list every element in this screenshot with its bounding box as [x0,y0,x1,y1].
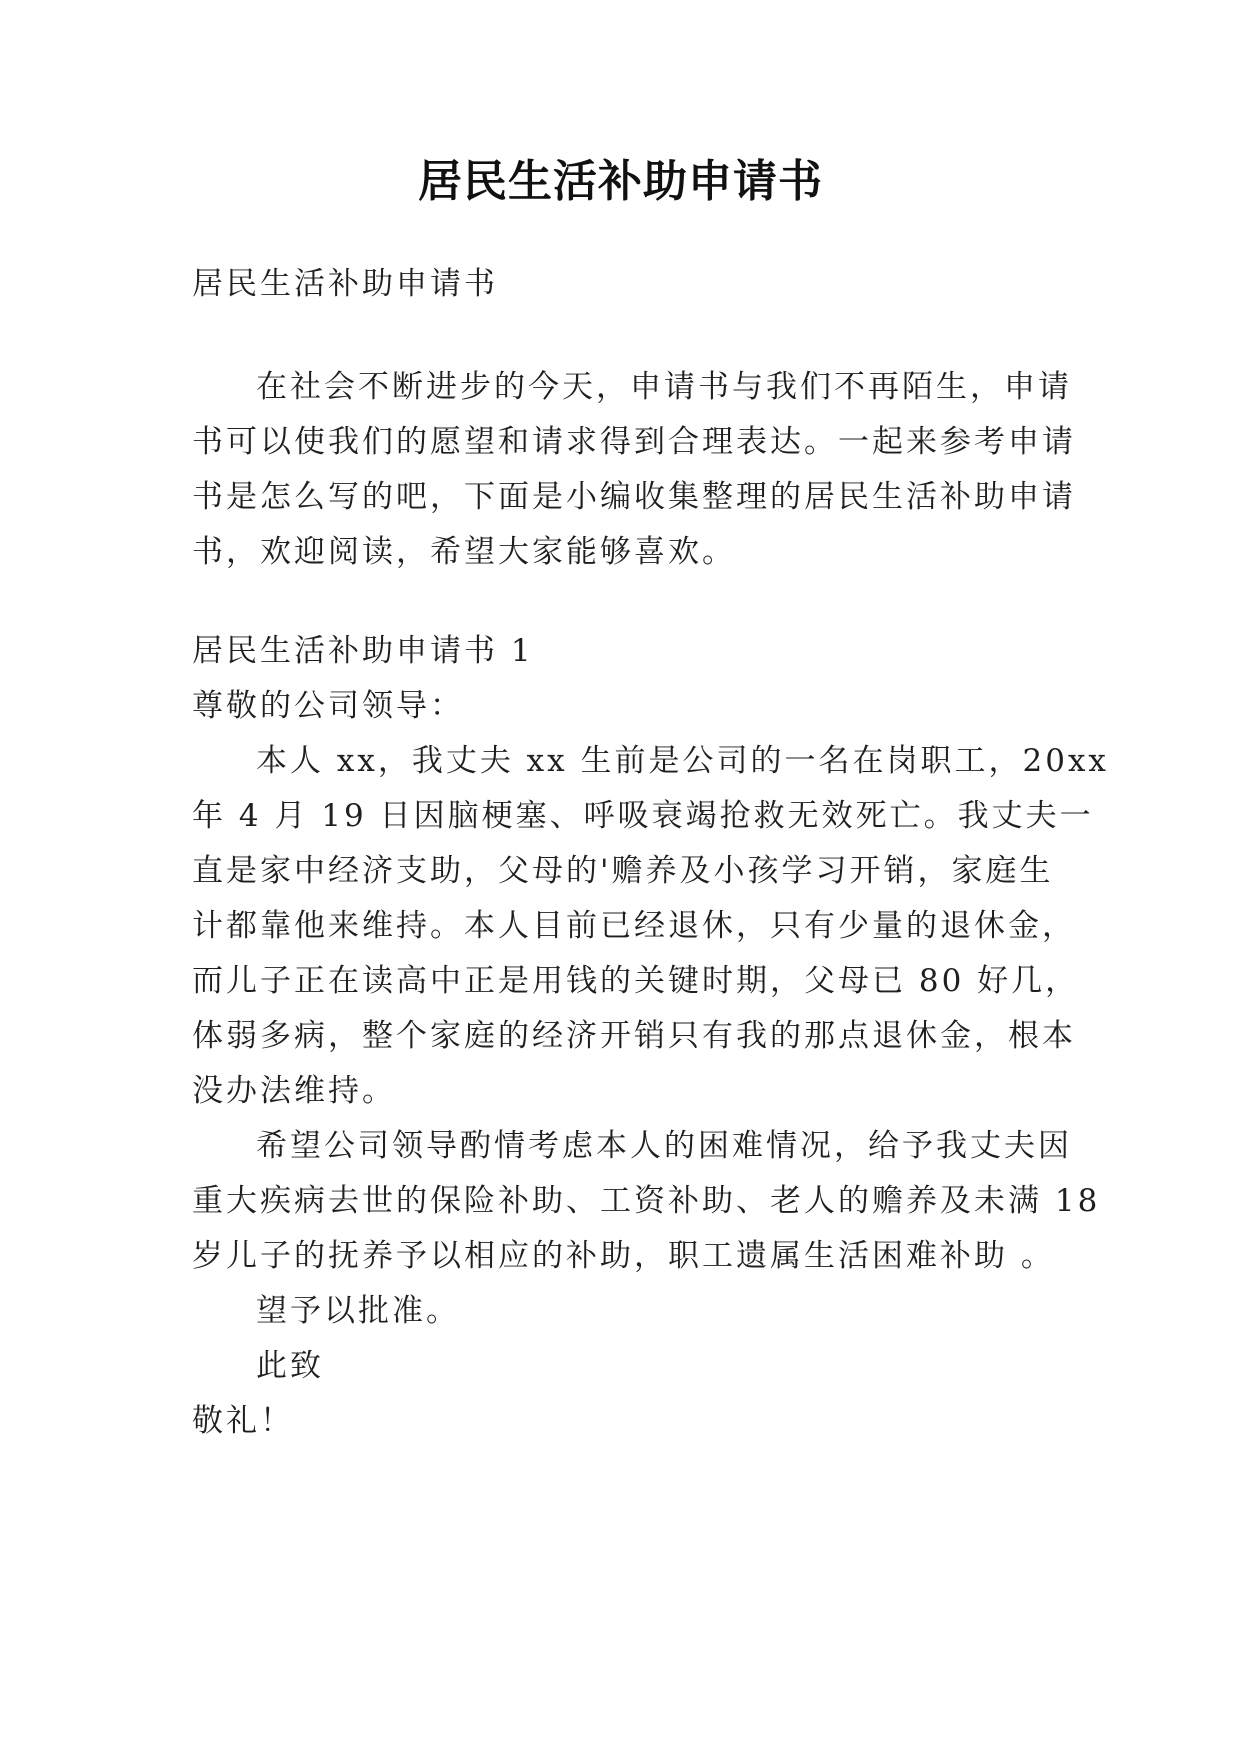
intro-line: 在社会不断进步的今天，申请书与我们不再陌生，申请 [256,369,1072,405]
request-line: 岁儿子的抚养予以相应的补助，职工遗属生活困难补助 。 [192,1238,1055,1274]
body-line: 年 4 月 19 日因脑梗塞、呼吸衰竭抢救无效死亡。我丈夫一 [192,798,1094,834]
body-line: 计都靠他来维持。本人目前已经退休，只有少量的退休金， [192,908,1076,944]
intro-line: 书可以使我们的愿望和请求得到合理表达。一起来参考申请 [192,424,1076,460]
closing-line: 此致 [256,1348,324,1384]
request-line: 希望公司领导酌情考虑本人的困难情况，给予我丈夫因 [256,1128,1072,1164]
approval-line: 望予以批准。 [256,1293,460,1329]
salutation: 尊敬的公司领导： [192,688,464,724]
body-line: 体弱多病，整个家庭的经济开销只有我的那点退休金，根本 [192,1018,1076,1054]
body-line: 没办法维持。 [192,1073,396,1109]
intro-line: 书，欢迎阅读，希望大家能够喜欢。 [192,534,736,570]
request-line: 重大疾病去世的保险补助、工资补助、老人的赡养及未满 18 [192,1183,1101,1219]
document-title: 居民生活补助申请书 [418,156,823,207]
body-line: 本人 xx，我丈夫 xx 生前是公司的一名在岗职工，20xx [256,743,1109,779]
regards-line: 敬礼！ [192,1403,294,1439]
section-heading: 居民生活补助申请书 1 [192,633,534,669]
body-line: 直是家中经济支助，父母的'赡养及小孩学习开销，家庭生 [192,853,1054,889]
intro-line: 书是怎么写的吧，下面是小编收集整理的居民生活补助申请 [192,479,1076,515]
body-line: 而儿子正在读高中正是用钱的关键时期，父母已 80 好几， [192,963,1080,999]
document-subtitle: 居民生活补助申请书 [192,266,498,302]
